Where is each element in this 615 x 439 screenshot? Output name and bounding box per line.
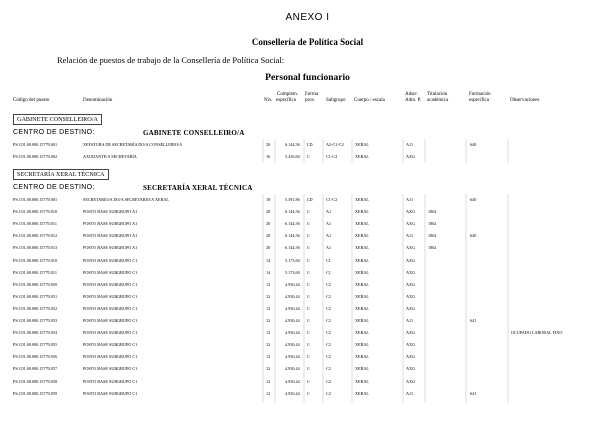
cell-adscr: AXG xyxy=(406,293,416,299)
cell-tit: 1862 xyxy=(428,245,437,251)
cell-code: PS.C01.00.000.15770.011 xyxy=(13,221,57,227)
department-title: Consellería de Política Social xyxy=(251,37,364,47)
cell-nivel: 12 xyxy=(266,378,271,384)
cell-nivel: 20 xyxy=(266,245,271,251)
col-header-subgrupo: Subgrupo xyxy=(326,98,346,103)
cell-adscr: AXG xyxy=(406,221,416,227)
cell-denom: POSTO BASE SUBGRUPO C1 xyxy=(83,390,138,396)
cell-compl: 4.930,44 xyxy=(285,305,300,311)
cell-corpo: XERAL xyxy=(355,354,369,360)
cell-forma: C xyxy=(307,378,310,384)
cell-denom: POSTO BASE SUBGRUPO C1 xyxy=(83,257,138,263)
cell-compl: 6.144,56 xyxy=(285,142,300,147)
cell-forma: C xyxy=(307,154,310,159)
cell-compl: 4.930,44 xyxy=(285,390,300,396)
cell-code: PS.C01.00.000.15770.002 xyxy=(13,154,58,159)
cell-tit: 1862 xyxy=(428,233,437,239)
cell-sub: A1 xyxy=(326,245,332,251)
personal-heading: Personal funcionario xyxy=(265,73,350,83)
cell-sub: C2 xyxy=(326,342,331,348)
relation-text: Relación de puestos de trabajo de la Consellería de Política Social: xyxy=(57,55,285,65)
cell-tit: 1862 xyxy=(428,209,437,215)
cell-form: 641 xyxy=(470,390,477,396)
cell-denom: POSTO BASE SUBGRUPO A1 xyxy=(83,245,138,251)
cell-form: 640 xyxy=(470,233,477,239)
cell-adscr: A11 xyxy=(406,318,414,323)
cell-nivel: 16 xyxy=(266,154,271,159)
cell-nivel: 12 xyxy=(266,342,271,348)
cell-nivel: 12 xyxy=(266,390,271,396)
cell-corpo: XERAL xyxy=(355,142,369,147)
cell-denom: POSTO BASE SUBGRUPO C1 xyxy=(83,318,138,323)
cell-corpo: XERAL xyxy=(355,269,369,275)
cell-adscr: AXG xyxy=(406,354,416,360)
table-row xyxy=(0,291,615,301)
cell-adscr: AXG xyxy=(406,154,416,159)
unit-box-secretaria: SECRETARÍA XERAL TÉCNICA xyxy=(13,169,109,180)
cell-nivel: 14 xyxy=(266,269,271,275)
cell-forma: C xyxy=(307,330,310,336)
cell-denom: POSTO BASE SUBGRUPO C1 xyxy=(83,354,138,360)
cell-compl: 4.930,44 xyxy=(285,318,300,323)
table-row xyxy=(0,151,615,161)
cell-compl: 4.930,44 xyxy=(285,378,300,384)
cell-adscr: AXG xyxy=(406,378,416,384)
table-row xyxy=(0,230,615,240)
cell-forma: C xyxy=(307,390,310,396)
cell-nivel: 20 xyxy=(266,142,271,147)
cell-adscr: AXG xyxy=(406,305,416,311)
cell-corpo: XERAL xyxy=(355,390,369,396)
cell-forma: C xyxy=(307,257,310,263)
cell-adscr: AXG xyxy=(406,209,416,215)
cell-form: 640 xyxy=(470,142,477,147)
cell-nivel: 12 xyxy=(266,354,271,360)
cell-adscr: AXG xyxy=(406,281,416,287)
cell-forma: C xyxy=(307,245,310,251)
cell-denom: POSTO BASE SUBGRUPO C1 xyxy=(83,305,138,311)
cell-adscr: AXG xyxy=(406,257,416,263)
cell-code: PS.C01.00.000.15770.058 xyxy=(13,378,58,384)
col-header-form-top: Formación xyxy=(469,92,491,97)
cell-nivel: 12 xyxy=(266,305,271,311)
cell-forma: C xyxy=(307,269,310,275)
cell-adscr: AXG xyxy=(406,366,416,372)
cell-sub: A2-C1-C2 xyxy=(326,142,344,147)
cell-code: PS.C01.00.000.15770.001 xyxy=(13,197,58,202)
cell-code: PS.C01.00.000.15770.053 xyxy=(13,318,58,323)
centro-name: GABINETE CONSELLEIRO/A xyxy=(143,129,245,137)
cell-nivel: 20 xyxy=(266,209,271,215)
cell-denom: POSTO BASE SUBGRUPO A1 xyxy=(83,233,138,239)
cell-forma: LD xyxy=(307,142,313,147)
cell-forma: C xyxy=(307,293,310,299)
cell-code: PS.C01.00.000.15770.052 xyxy=(13,305,58,311)
cell-forma: C xyxy=(307,342,310,348)
cell-sub: C1-C2 xyxy=(326,197,338,202)
cell-compl: 5.173,60 xyxy=(285,269,300,275)
cell-sub: C2 xyxy=(326,390,331,396)
cell-nivel: 20 xyxy=(266,233,271,239)
cell-nivel: 14 xyxy=(266,257,271,263)
centro-name: SECRETARÍA XERAL TÉCNICA xyxy=(143,184,253,192)
cell-adscr: AXG xyxy=(406,269,416,275)
col-header-obs: Observaciones xyxy=(510,98,540,103)
table-row xyxy=(0,327,615,337)
table-row xyxy=(0,315,615,325)
table-row xyxy=(0,279,615,289)
cell-compl: 6.144,56 xyxy=(285,221,300,227)
cell-compl: 4.930,44 xyxy=(285,354,300,360)
cell-corpo: XERAL xyxy=(355,197,369,202)
cell-denom: POSTO BASE SUBGRUPO C1 xyxy=(83,293,138,299)
table-row xyxy=(0,242,615,252)
cell-adscr: AXG xyxy=(406,330,416,336)
cell-nivel: 12 xyxy=(266,318,271,323)
cell-corpo: XERAL xyxy=(355,154,369,159)
cell-adscr: AXG xyxy=(406,245,416,251)
cell-sub: C2 xyxy=(326,378,331,384)
cell-sub: C2 xyxy=(326,354,331,360)
centro-label: CENTRO DE DESTINO: xyxy=(13,184,95,191)
cell-code: PS.C01.00.000.15770.050 xyxy=(13,281,58,287)
cell-denom: POSTO BASE SUBGRUPO C1 xyxy=(83,269,138,275)
table-row xyxy=(0,255,615,265)
cell-sub: C2 xyxy=(326,318,331,323)
cell-corpo: XERAL xyxy=(355,293,369,299)
cell-sub: C1 xyxy=(326,269,331,275)
cell-corpo: XERAL xyxy=(355,233,369,239)
col-header-tit-top: Titulación xyxy=(427,92,448,97)
unit-box-gabinete: GABINETE CONSELLEIRO/A xyxy=(13,114,102,125)
cell-corpo: XERAL xyxy=(355,257,369,263)
cell-adscr: A11 xyxy=(406,390,414,396)
cell-code: PS.C01.00.000.15770.057 xyxy=(13,366,58,372)
cell-code: PS.C01.00.000.15770.010 xyxy=(13,209,58,215)
cell-code: PS.C01.00.000.15770.010 xyxy=(13,257,58,263)
cell-denom: POSTO BASE SUBGRUPO A1 xyxy=(83,221,138,227)
cell-nivel: 12 xyxy=(266,330,271,336)
table-row xyxy=(0,139,615,149)
col-header-form-bottom: específica xyxy=(469,98,489,103)
col-header-code: Código del puesto xyxy=(13,98,50,103)
cell-compl: 5.173,60 xyxy=(285,257,300,263)
cell-corpo: XERAL xyxy=(355,305,369,311)
cell-forma: C xyxy=(307,233,310,239)
cell-forma: C xyxy=(307,221,310,227)
cell-compl: 6.144,56 xyxy=(285,209,300,215)
cell-corpo: XERAL xyxy=(355,378,369,384)
cell-forma: C xyxy=(307,281,310,287)
cell-compl: 4.930,44 xyxy=(285,366,300,372)
cell-forma: LD xyxy=(307,197,313,202)
cell-adscr: A11 xyxy=(406,142,414,147)
cell-compl: 4.930,44 xyxy=(285,293,300,299)
cell-corpo: XERAL xyxy=(355,318,369,323)
cell-corpo: XERAL xyxy=(355,342,369,348)
cell-corpo: XERAL xyxy=(355,221,369,227)
cell-forma: C xyxy=(307,209,310,215)
cell-code: PS.C01.00.000.15770.001 xyxy=(13,142,58,147)
cell-adscr: A11 xyxy=(406,233,414,239)
cell-sub: A1 xyxy=(326,221,332,227)
cell-denom: POSTO BASE SUBGRUPO C1 xyxy=(83,342,138,348)
cell-compl: 5.391,86 xyxy=(285,197,300,202)
cell-sub: C2 xyxy=(326,281,331,287)
cell-nivel: 18 xyxy=(266,197,271,202)
cell-code: PS.C01.00.000.15770.055 xyxy=(13,342,58,348)
table-row xyxy=(0,267,615,277)
cell-forma: C xyxy=(307,366,310,372)
cell-compl: 4.930,44 xyxy=(285,330,300,336)
table-row xyxy=(0,388,615,398)
cell-denom: POSTO BASE SUBGRUPO A1 xyxy=(83,209,138,215)
cell-adscr: A11 xyxy=(406,197,414,202)
cell-nivel: 20 xyxy=(266,221,271,227)
cell-corpo: XERAL xyxy=(355,245,369,251)
col-header-adscr-bottom: Adm. P. xyxy=(405,98,421,103)
table-row xyxy=(0,351,615,361)
cell-denom: POSTO BASE SUBGRUPO C1 xyxy=(83,366,138,372)
cell-code: PS.C01.00.000.15770.011 xyxy=(13,269,57,275)
table-row xyxy=(0,339,615,349)
table-row xyxy=(0,218,615,228)
table-row xyxy=(0,363,615,373)
cell-corpo: XERAL xyxy=(355,366,369,372)
cell-sub: C1 xyxy=(326,257,331,263)
col-header-forma-bottom: prov. xyxy=(305,98,316,103)
cell-compl: 5.416,60 xyxy=(285,154,300,159)
centro-label: CENTRO DE DESTINO: xyxy=(13,129,95,136)
cell-forma: C xyxy=(307,318,310,323)
cell-forma: C xyxy=(307,305,310,311)
cell-form: 640 xyxy=(470,197,477,202)
cell-compl: 4.930,44 xyxy=(285,281,300,287)
cell-compl: 6.144,56 xyxy=(285,233,300,239)
cell-denom: AXUDANTE/A SECRETARÍA xyxy=(83,154,137,159)
cell-denom: XEFATURA DE SECRETARÍA DO/A CONSELLEIRO/A xyxy=(83,142,183,147)
cell-compl: 6.144,56 xyxy=(285,245,300,251)
col-header-compl-bottom: específico xyxy=(276,98,297,103)
table-row xyxy=(0,303,615,313)
col-header-tit-bottom: académica xyxy=(427,98,449,103)
cell-nivel: 12 xyxy=(266,293,271,299)
table-row xyxy=(0,206,615,216)
cell-code: PS.C01.00.000.15770.013 xyxy=(13,245,58,251)
cell-nivel: 12 xyxy=(266,281,271,287)
col-header-compl-top: Complem. xyxy=(277,92,298,97)
cell-code: PS.C01.00.000.15770.056 xyxy=(13,354,58,360)
cell-code: PS.C01.00.000.15770.059 xyxy=(13,390,58,396)
table-row xyxy=(0,194,615,204)
cell-sub: C2 xyxy=(326,293,331,299)
col-header-forma-top: Forma xyxy=(305,92,319,97)
cell-sub: C2 xyxy=(326,366,331,372)
col-header-nivel: Niv. xyxy=(264,98,273,103)
col-header-denom: Denominación xyxy=(83,98,113,103)
cell-denom: SECRETARIO/A DO/A SECRETARIO/A XERAL xyxy=(83,197,169,202)
cell-adscr: AXG xyxy=(406,342,416,348)
cell-forma: C xyxy=(307,354,310,360)
cell-corpo: XERAL xyxy=(355,330,369,336)
cell-corpo: XERAL xyxy=(355,281,369,287)
cell-sub: A1 xyxy=(326,209,332,215)
cell-sub: C1-C2 xyxy=(326,154,338,159)
cell-tit: 1862 xyxy=(428,221,437,227)
cell-code: PS.C01.00.000.15770.012 xyxy=(13,233,58,239)
col-header-adscr-top: Adscr. xyxy=(405,92,418,97)
cell-compl: 4.930,44 xyxy=(285,342,300,348)
cell-code: PS.C01.00.000.15770.051 xyxy=(13,293,58,299)
col-header-corpo: Cuerpo / escala xyxy=(354,98,385,103)
cell-denom: POSTO BASE SUBGRUPO C1 xyxy=(83,330,138,336)
cell-obs: OCUPADO LABORAL FIXO xyxy=(511,330,563,336)
cell-denom: POSTO BASE SUBGRUPO C1 xyxy=(83,378,138,384)
cell-code: PS.C01.00.000.15770.054 xyxy=(13,330,58,336)
cell-sub: A1 xyxy=(326,233,332,239)
cell-denom: POSTO BASE SUBGRUPO C1 xyxy=(83,281,138,287)
cell-sub: C2 xyxy=(326,305,331,311)
cell-sub: C2 xyxy=(326,330,331,336)
table-row xyxy=(0,376,615,386)
cell-corpo: XERAL xyxy=(355,209,369,215)
cell-nivel: 12 xyxy=(266,366,271,372)
annex-title: ANEXO I xyxy=(285,12,330,23)
cell-form: 641 xyxy=(470,318,477,323)
